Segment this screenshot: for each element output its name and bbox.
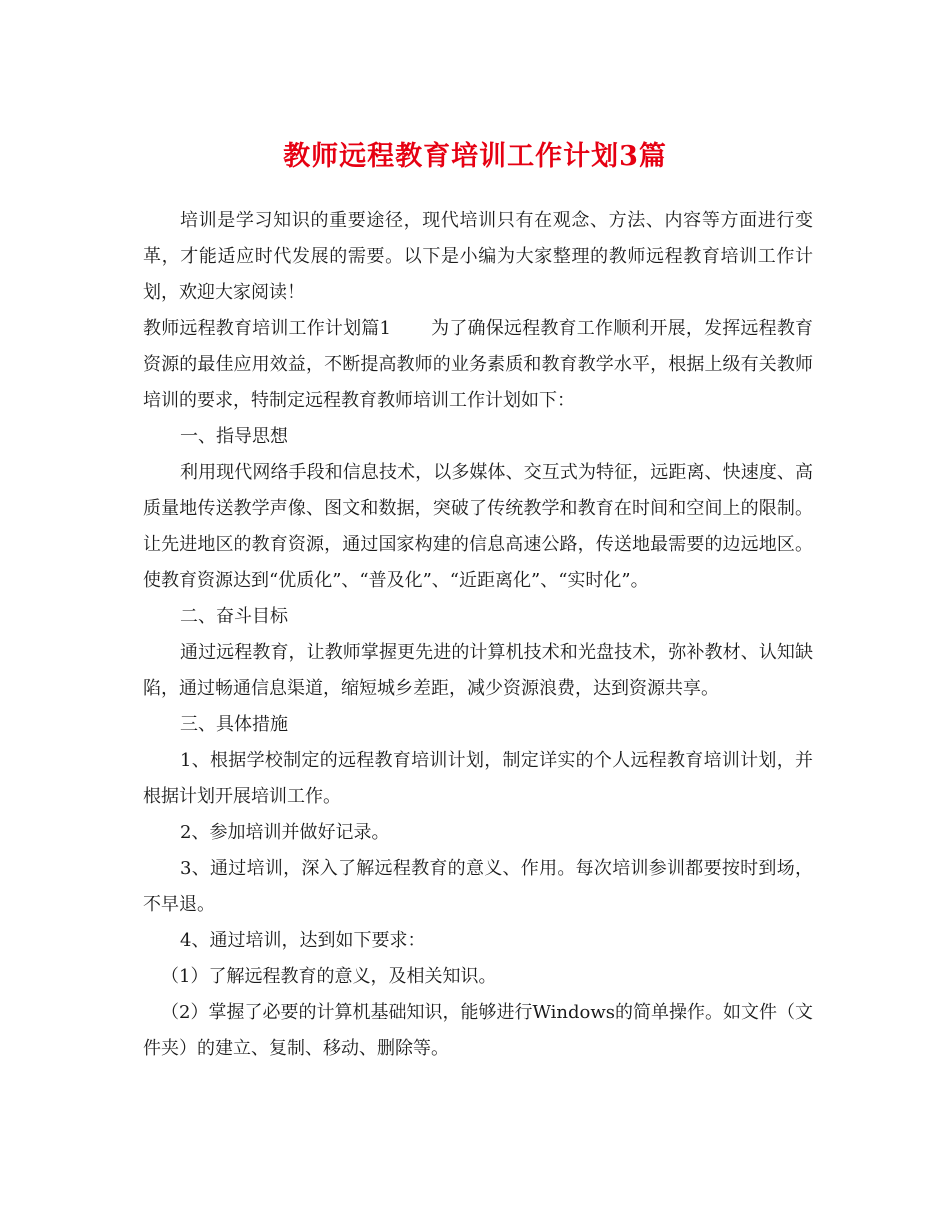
section-1-intro: 为了确保远程教育工作顺利开展，发挥远程教育资源的最佳应用效益，不断提高教师的业务素质和教育教学水平，根据上级有关教师培训的要求，特制定远程教育教师培训工作计划如下： <box>143 318 814 411</box>
measure-2: 2、参加培训并做好记录。 <box>180 822 390 843</box>
intro-paragraph: 培训是学习知识的重要途径，现代培训只有在观念、方法、内容等方面进行变革，才能适应时代发展的需要。以下是小编为大家整理的教师远程教育培训工作计划，欢迎大家阅读！ <box>143 210 813 303</box>
heading-guiding-ideology: 一、指导思想 <box>180 426 288 447</box>
measure-3: 3、通过培训，深入了解远程教育的意义、作用。每次培训参训都要按时到场，不早退。 <box>143 858 813 915</box>
requirement-2: （2）掌握了必要的计算机基础知识，能够进行Windows的简单操作。如文件（文件夹）的建立、复制、移动、删除等。 <box>143 1002 813 1059</box>
measure-4: 4、通过培训，达到如下要求： <box>180 930 426 951</box>
paragraph-guiding-ideology: 利用现代网络手段和信息技术，以多媒体、交互式为特征，远距离、快速度、高质量地传送教学声像、图文和数据，突破了传统教学和教育在时间和空间上的限制。让先进地区的教育资源，通过国家构建的信息高速公路，传送地最需要的边远地区。使教育资源达到“优质化”、“普及化”、“近距离化”、“实时化”。 <box>143 462 813 591</box>
measure-1: 1、根据学校制定的远程教育培训计划，制定详实的个人远程教育培训计划，并根据计划开展培训工作。 <box>143 750 813 807</box>
heading-goals: 二、奋斗目标 <box>180 606 288 627</box>
heading-measures: 三、具体措施 <box>180 714 288 735</box>
paragraph-goals: 通过远程教育，让教师掌握更先进的计算机技术和光盘技术，弥补教材、认知缺陷，通过畅通信息渠道，缩短城乡差距，减少资源浪费，达到资源共享。 <box>143 642 813 699</box>
requirement-1: （1）了解远程教育的意义，及相关知识。 <box>161 966 497 987</box>
document-title: 教师远程教育培训工作计划3篇 <box>283 141 667 172</box>
section-1-heading: 教师远程教育培训工作计划篇1 <box>143 318 391 339</box>
section-1-paragraph <box>143 311 813 419</box>
document-body <box>143 203 813 1067</box>
